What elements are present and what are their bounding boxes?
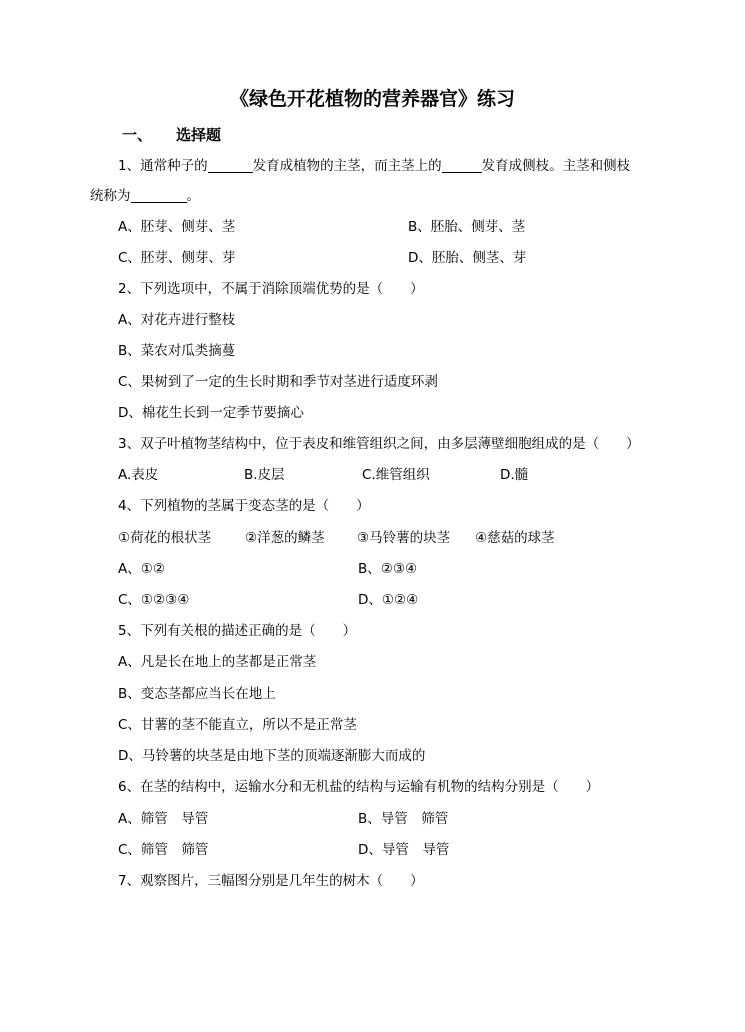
q6-option-b: B、导管 筛管	[358, 811, 449, 827]
question-6-stem: 6、在茎的结构中，运输水分和无机盐的结构与运输有机物的结构分别是（ ）	[118, 779, 600, 795]
q1-text-c: 发育成侧枝。主茎和侧枝	[481, 158, 631, 174]
q6-option-d: D、导管 导管	[358, 842, 450, 858]
q4-option-d: D、①②④	[358, 592, 419, 608]
question-2-stem: 2、下列选项中，不属于消除顶端优势的是（ ）	[118, 281, 424, 297]
q5-option-c: C、甘薯的茎不能直立，所以不是正常茎	[118, 717, 357, 733]
page-title: 《绿色开花植物的营养器官》练习	[229, 88, 515, 110]
q1-option-c: C、胚芽、侧芽、芽	[118, 250, 236, 266]
q2-option-d: D、棉花生长到一定季节要摘心	[118, 405, 304, 421]
q3-option-d: D.髓	[500, 467, 529, 483]
q5-option-b: B、变态茎都应当长在地上	[118, 686, 276, 702]
q4-option-b: B、②③④	[358, 561, 418, 577]
section-number: 一、	[122, 126, 153, 144]
q1-text-a: 1、通常种子的	[118, 158, 208, 174]
q6-option-c: C、筛管 筛管	[118, 842, 209, 858]
q4-option-c: C、①②③④	[118, 592, 190, 608]
answer-blank	[208, 158, 253, 173]
question-4-stem: 4、下列植物的茎属于变态茎的是（ ）	[118, 498, 370, 514]
q1-option-a: A、胚芽、侧芽、茎	[118, 219, 236, 235]
section-heading: 选择题	[176, 126, 222, 144]
q2-option-c: C、果树到了一定的生长时期和季节对茎进行适度环剥	[118, 374, 438, 390]
q4-item-1: ①荷花的根状茎	[118, 530, 212, 546]
q1-option-d: D、胚胎、侧茎、芽	[408, 250, 527, 266]
answer-blank	[131, 188, 187, 203]
question-5-stem: 5、下列有关根的描述正确的是（ ）	[118, 623, 357, 639]
q1-text-b: 发育成植物的主茎，而主茎上的	[252, 158, 442, 174]
q4-item-3: ③马铃薯的块茎	[357, 530, 451, 546]
q6-option-a: A、筛管 导管	[118, 811, 209, 827]
q4-item-4: ④慈菇的球茎	[475, 530, 555, 546]
q1-text-e: 。	[186, 188, 200, 204]
question-7-stem: 7、观察图片，三幅图分别是几年生的树木（ ）	[118, 873, 424, 889]
question-3-stem: 3、双子叶植物茎结构中，位于表皮和维管组织之间，由多层薄壁细胞组成的是（ ）	[118, 436, 640, 452]
q5-option-a: A、凡是长在地上的茎都是正常茎	[118, 654, 317, 670]
answer-blank	[442, 158, 482, 173]
q2-option-b: B、菜农对瓜类摘蔓	[118, 343, 236, 359]
question-1-line-1	[118, 157, 630, 175]
q4-item-2: ②洋葱的鳞茎	[245, 530, 325, 546]
q1-option-b: B、胚胎、侧芽、茎	[408, 219, 526, 235]
q3-option-a: A.表皮	[118, 467, 159, 483]
q3-option-b: B.皮层	[244, 467, 285, 483]
q4-option-a: A、①②	[118, 561, 165, 577]
question-1-line-2	[90, 187, 200, 205]
q2-option-a: A、对花卉进行整枝	[118, 312, 236, 328]
q1-text-d: 统称为	[90, 188, 131, 204]
q5-option-d: D、马铃薯的块茎是由地下茎的顶端逐渐膨大而成的	[118, 748, 426, 764]
q3-option-c: C.维管组织	[362, 467, 430, 483]
